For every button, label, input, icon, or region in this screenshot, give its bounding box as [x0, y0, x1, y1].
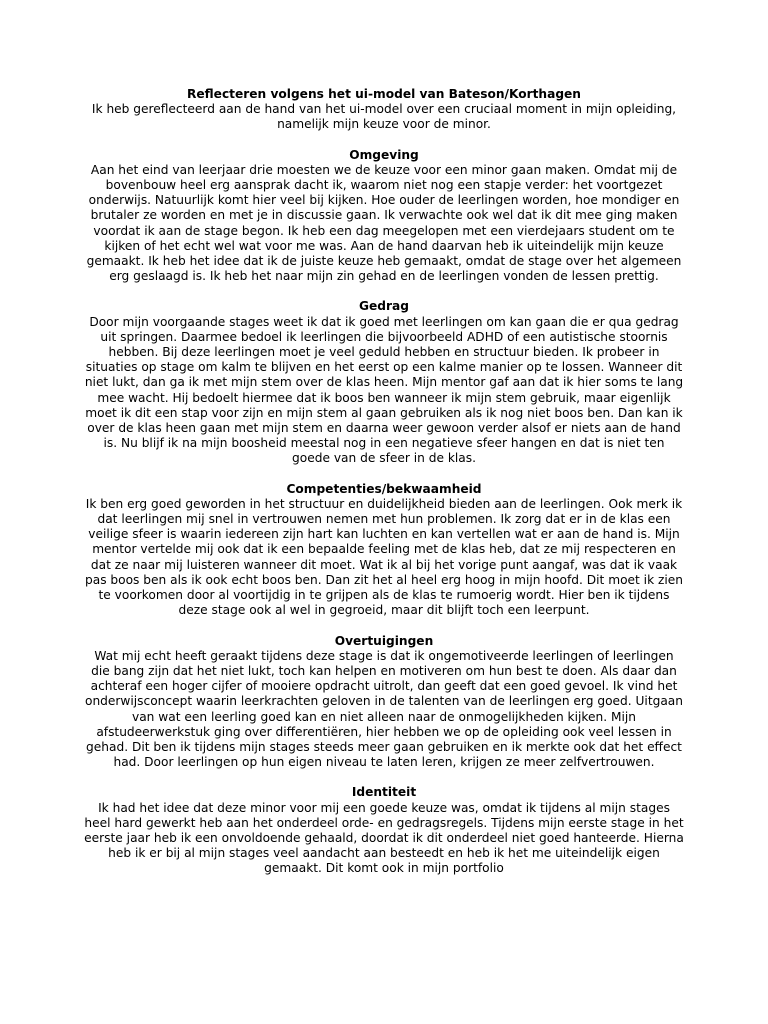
section-heading: Omgeving [349, 147, 419, 162]
section-heading: Competenties/bekwaamheid [286, 481, 482, 496]
section-gedrag [84, 299, 684, 466]
section-identiteit [84, 785, 684, 876]
section-overtuigingen [84, 634, 684, 771]
section-text: Ik had het idee dat deze minor voor mij een goede keuze was, omdat ik tijdens al mijn stages heel hard gewerkt heb aan het onderdeel orde- en gedragsregels. Tijdens mijn eerste stage in het eerste jaar heb ik een onvoldoende gehaald, doordat ik dit onderdeel niet goed hanteerde. Hierna heb ik er bij al mijn stages veel aandacht aan besteedt en heb ik het me uiteindelijk eigen gemaakt. Dit komt ook in mijn portfolio [84, 800, 684, 876]
section-heading: Identiteit [351, 785, 417, 800]
section-competenties [84, 482, 684, 619]
section-heading: Gedrag [359, 299, 409, 314]
section-text: Ik ben erg goed geworden in het structuur en duidelijkheid bieden aan de leerlingen. Ook merk ik dat leerlingen mij snel in vertrouwen nemen met hun problemen. Ik zorg dat er in de klas een veilige sfeer is waarin iedereen zijn hart kan luchten en kan vertellen wat er aan de hand is. Mijn mentor vertelde mij ook dat ik een bepaalde feeling met de klas heb, dat ze mij respecteren en dat ze naar mij luisteren wanneer dit moet. Wat ik al bij het vorige punt aangaf, was dat ik vaak pas boos ben als ik ook echt boos ben. Dan zit het al heel erg hoog in mijn hoofd. Dit moet ik zien te voorkomen door al voortijdig in te grijpen als de klas te rumoerig wordt. Hier ben ik tijdens deze stage ook al wel in gegroeid, maar dit blijft toch een leerpunt. [84, 496, 684, 618]
document-body [84, 87, 684, 877]
section-omgeving [84, 148, 684, 285]
section-text: Wat mij echt heeft geraakt tijdens deze stage is dat ik ongemotiveerde leerlingen of leerlingen die bang zijn dat het niet lukt, toch kan helpen en motiveren om hun best te doen. Als daar dan achteraf een hoger cijfer of mooiere opdracht uitrolt, dan geeft dat een goed gevoel. Ik vind het onderwijsconcept waarin leerkrachten geloven in de talenten van de leerlingen erg goed. Uitgaan van wat een leerling goed kan en niet alleen naar de onmogelijkheden kijken. Mijn afstudeerwerkstuk ging over differentiëren, hier hebben we op de opleiding ook veel lessen in gehad. Dit ben ik tijdens mijn stages steeds meer gaan gebruiken en ik merkte ook dat het effect had. Door leerlingen op hun eigen niveau te laten leren, krijgen ze meer zelfvertrouwen. [85, 648, 683, 770]
document-title: Reflecteren volgens het ui-model van Bateson/Korthagen [187, 87, 581, 101]
section-text: Aan het eind van leerjaar drie moesten we de keuze voor een minor gaan maken. Omdat mij de bovenbouw heel erg aansprak dacht ik, waarom niet nog een stapje verder: het voortgezet onderwijs. Natuurlijk komt hier veel bij kijken. Hoe ouder de leerlingen worden, hoe mondiger en brutaler ze worden en met je in discussie gaan. Ik verwachte ook wel dat ik dit mee ging maken voordat ik aan de stage begon. Ik heb een dag meegelopen met een vierdejaars student om te kijken of het echt wel wat voor me was. Aan de hand daarvan heb ik uiteindelijk mijn keuze gemaakt. Ik heb het idee dat ik de juiste keuze heb gemaakt, omdat de stage over het algemeen erg geslaagd is. Ik heb het naar mijn zin gehad en de leerlingen vonden de lessen prettig. [86, 162, 682, 284]
section-text: Door mijn voorgaande stages weet ik dat ik goed met leerlingen om kan gaan die er qua gedrag uit springen. Daarmee bedoel ik leerlingen die bijvoorbeeld ADHD of een autistische stoornis hebben. Bij deze leerlingen moet je veel geduld hebben en structuur bieden. Ik probeer in situaties op stage om kalm te blijven en het eerst op een kalme manier op te lossen. Wanneer dit niet lukt, dan ga ik met mijn stem over de klas heen. Mijn mentor gaf aan dat ik hier soms te lang mee wacht. Hij bedoelt hiermee dat ik boos ben wanneer ik mijn stem gebruik, maar eigenlijk moet ik dit een stap voor zijn en mijn stem al gaan gebruiken als ik nog niet boos ben. Dan kan ik over de klas heen gaan met mijn stem en daarna weer gewoon verder alsof er niets aan de hand is. Nu blijf ik na mijn boosheid meestal nog in een negatieve sfeer hangen en dat is niet ten goede van de sfeer in de klas. [84, 314, 684, 466]
intro-paragraph: Ik heb gereflecteerd aan de hand van het ui-model over een cruciaal moment in mijn opleiding, namelijk mijn keuze voor de minor. [91, 102, 677, 132]
section-heading: Overtuigingen [334, 633, 434, 648]
